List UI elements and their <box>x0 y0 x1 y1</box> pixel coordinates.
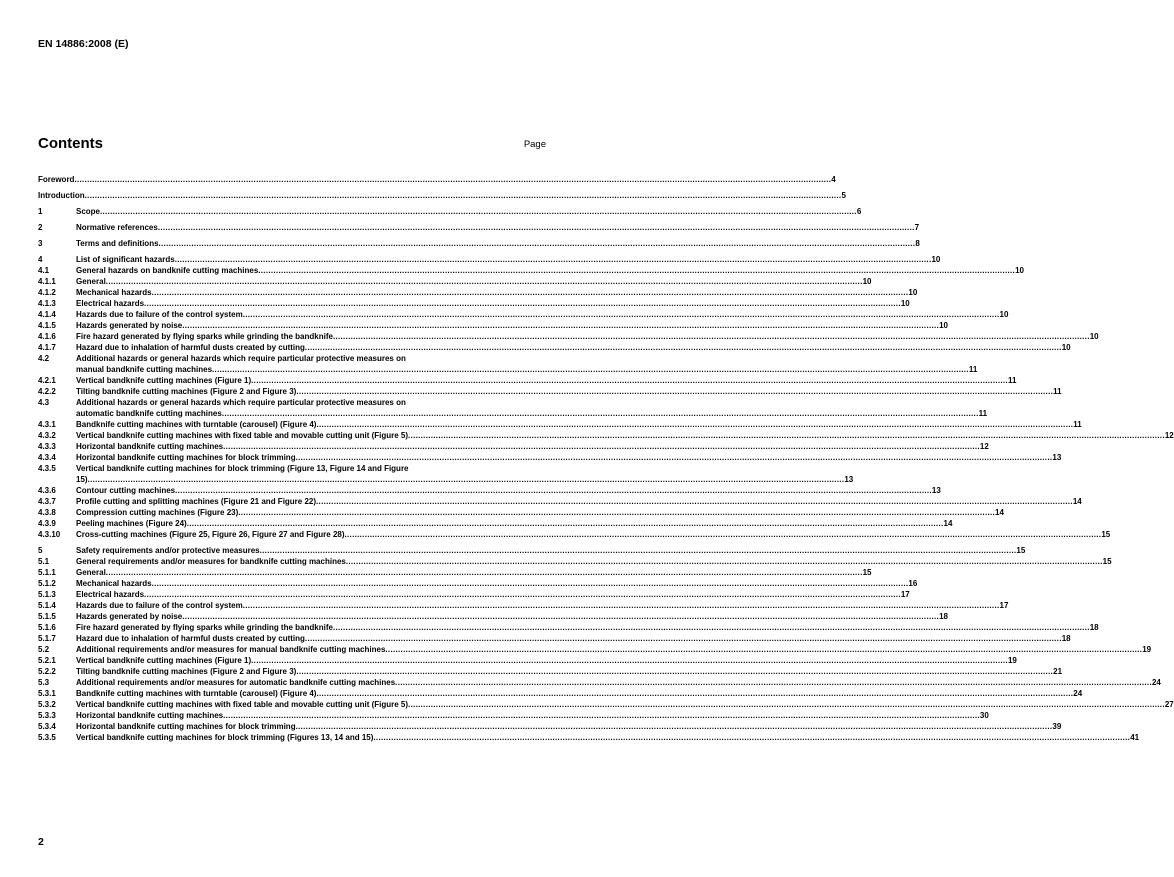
toc-leader-dots: ............................................................................................................................................................................................................................................................................................................ <box>74 175 832 184</box>
toc-entry-page: 11 <box>978 409 988 418</box>
toc-entry-number: 5.2.2 <box>38 667 56 676</box>
toc-entry <box>38 677 1161 688</box>
toc-entry-number: 5.3.1 <box>38 689 56 698</box>
toc-entry-title: Horizontal bandknife cutting machines for block trimming <box>76 722 296 731</box>
toc-leader-dots: ............................................................................................................................................................................................................................................................................................................ <box>105 568 863 577</box>
toc-entry-title: Terms and definitions <box>76 239 159 248</box>
toc-entry-title: Compression cutting machines (Figure 23) <box>76 508 239 517</box>
toc-entry-page: 15 <box>1102 557 1112 566</box>
toc-entry <box>38 174 836 185</box>
toc-leader-dots: ............................................................................................................................................................................................................................................................................................................ <box>238 508 996 517</box>
toc-entry-title: Hazard due to inhalation of harmful dusts created by cutting <box>76 634 305 643</box>
toc-entry-title: Foreword <box>38 175 75 184</box>
toc-entry-number: 4.3.2 <box>38 431 56 440</box>
toc-entry-title: Scope <box>76 207 101 216</box>
toc-entry-number: 4.3.4 <box>38 453 56 462</box>
toc-entry-page: 5 <box>841 191 846 200</box>
toc-entry <box>38 386 1062 397</box>
toc-entry <box>38 331 1099 342</box>
toc-entry-page: 21 <box>1053 667 1063 676</box>
toc-entry-number: 1 <box>38 207 43 216</box>
toc-entry <box>38 666 1063 677</box>
toc-entry-page: 10 <box>862 277 872 286</box>
toc-entry-title: Vertical bandknife cutting machines for block trimming (Figures 13, 14 and 15) <box>76 733 374 742</box>
toc-entry-number: 5.1.7 <box>38 634 56 643</box>
toc-entry <box>38 254 941 265</box>
toc-entry-number: 2 <box>38 223 43 232</box>
toc-entry-title: General <box>76 277 106 286</box>
toc-entry-title: Hazards due to failure of the control system <box>76 310 243 319</box>
toc-entry-title: Profile cutting and splitting machines (Figure 21 and Figure 22) <box>76 497 317 506</box>
toc-entry-number: 5.3.5 <box>38 733 56 742</box>
toc-leader-dots: ............................................................................................................................................................................................................................................................................................................ <box>385 645 1143 654</box>
toc-entry-page: 14 <box>995 508 1004 517</box>
contents-title: Contents <box>38 135 103 152</box>
toc-entry-number: 4.1.5 <box>38 321 56 330</box>
toc-entry <box>38 556 1112 567</box>
toc-entry-title: General requirements and/or measures for bandknife cutting machines <box>76 557 346 566</box>
toc-leader-dots: ............................................................................................................................................................................................................................................................................................................ <box>242 310 1000 319</box>
toc-entry-title: Vertical bandknife cutting machines for block trimming (Figure 13, Figure 14 and Figure <box>76 464 409 473</box>
toc-leader-dots: ............................................................................................................................................................................................................................................................................................................ <box>105 277 863 286</box>
toc-leader-dots: ............................................................................................................................................................................................................................................................................................................ <box>182 321 940 330</box>
toc-entry-number: 5.3.2 <box>38 700 56 709</box>
toc-entry-number: 4.3.9 <box>38 519 56 528</box>
toc-entry-page: 7 <box>914 223 920 232</box>
toc-entry-page: 13 <box>931 486 941 495</box>
toc-entry-page: 15 <box>1101 530 1111 539</box>
toc-entry-page: 11 <box>968 365 978 374</box>
toc-entry-page: 18 <box>939 612 948 621</box>
toc-entry-title: List of significant hazards <box>76 255 175 264</box>
toc-leader-dots: ............................................................................................................................................................................................................................................................................................................ <box>316 689 1074 698</box>
toc-entry-title: Tilting bandknife cutting machines (Figure 2 and Figure 3) <box>76 667 297 676</box>
toc-entry-number: 4 <box>38 255 43 264</box>
toc-entry <box>38 463 546 474</box>
toc-entry <box>38 688 1083 699</box>
toc-leader-dots: ............................................................................................................................................................................................................................................................................................................ <box>316 497 1073 506</box>
toc-entry-number: 5.1 <box>38 557 50 566</box>
toc-entry <box>38 578 918 589</box>
toc-entry-page: 11 <box>1073 420 1082 429</box>
toc-leader-dots: ............................................................................................................................................................................................................................................................................................................ <box>344 530 1102 539</box>
toc-entry <box>38 496 1082 507</box>
toc-leader-dots: ............................................................................................................................................................................................................................................................................................................ <box>242 601 1000 610</box>
toc-entry-title: Introduction <box>38 191 85 200</box>
toc-entry <box>38 655 1017 666</box>
toc-entry <box>38 206 862 217</box>
toc-entry-page: 16 <box>908 579 918 588</box>
toc-entry <box>38 633 1071 644</box>
toc-entry <box>38 397 546 408</box>
toc-entry <box>38 589 910 600</box>
toc-entry-title: Electrical hazards <box>76 590 145 599</box>
toc-leader-dots: ............................................................................................................................................................................................................................................................................................................ <box>182 612 940 621</box>
toc-entry <box>38 408 988 419</box>
toc-entry-page: 11 <box>1053 387 1062 396</box>
toc-entry-title: Safety requirements and/or protective measures <box>76 546 260 555</box>
toc-entry-title: Bandknife cutting machines with turntable (carousel) (Figure 4) <box>76 420 317 429</box>
toc-entry <box>38 710 989 721</box>
toc-entry-page: 10 <box>931 255 941 264</box>
toc-entry <box>38 430 1174 441</box>
toc-leader-dots: ............................................................................................................................................................................................................................................................................................................ <box>316 420 1074 429</box>
toc-leader-dots: ............................................................................................................................................................................................................................................................................................................ <box>157 223 915 232</box>
toc-entry <box>38 375 1017 386</box>
toc-leader-dots: ............................................................................................................................................................................................................................................................................................................ <box>251 376 1008 385</box>
toc-entry <box>38 287 918 298</box>
toc-entry-number: 4.2.1 <box>38 376 56 385</box>
toc-entry <box>38 721 1062 732</box>
toc-entry-number: 4.1.2 <box>38 288 56 297</box>
toc-entry <box>38 529 1111 540</box>
toc-entry-number: 4.3.5 <box>38 464 56 473</box>
toc-leader-dots: ............................................................................................................................................................................................................................................................................................................ <box>408 431 1165 440</box>
toc-entry <box>38 342 1071 353</box>
toc-entry-page: 19 <box>1007 656 1017 665</box>
toc-leader-dots: ............................................................................................................................................................................................................................................................................................................ <box>296 667 1054 676</box>
page-column-label: Page <box>523 139 546 150</box>
toc-entry <box>38 353 546 364</box>
toc-entry-page: 27 <box>1164 700 1174 709</box>
toc-entry-title: Tilting bandknife cutting machines (Figure 2 and Figure 3) <box>76 387 297 396</box>
toc-entry-page: 12 <box>1164 431 1174 440</box>
toc-entry-title: Cross-cutting machines (Figure 25, Figure 26, Figure 27 and Figure 28) <box>76 530 345 539</box>
toc-entry-title: Hazards due to failure of the control system <box>76 601 243 610</box>
toc-entry-title: Normative references <box>76 223 158 232</box>
toc-leader-dots: ............................................................................................................................................................................................................................................................................................................ <box>258 266 1016 275</box>
toc-leader-dots: ............................................................................................................................................................................................................................................................................................................ <box>212 365 969 374</box>
toc-entry-title: automatic bandknife cutting machines <box>76 409 222 418</box>
document-header: EN 14886:2008 (E) <box>38 38 129 50</box>
toc-entry-title: Vertical bandknife cutting machines (Figure 1) <box>76 656 252 665</box>
toc-entry-title: Horizontal bandknife cutting machines for block trimming <box>76 453 296 462</box>
toc-entry-page: 14 <box>943 519 953 528</box>
toc-leader-dots: ............................................................................................................................................................................................................................................................................................................ <box>408 700 1165 709</box>
toc-leader-dots: ............................................................................................................................................................................................................................................................................................................ <box>151 579 909 588</box>
toc-leader-dots: ............................................................................................................................................................................................................................................................................................................ <box>223 442 980 451</box>
toc-entry <box>38 419 1082 430</box>
toc-entry-number: 4.1.7 <box>38 343 56 352</box>
toc-leader-dots: ............................................................................................................................................................................................................................................................................................................ <box>144 590 901 599</box>
toc-entry-number: 5.1.6 <box>38 623 56 632</box>
toc-entry <box>38 507 1004 518</box>
toc-entry-title: Additional hazards or general hazards which require particular protective measures on <box>76 354 406 363</box>
toc-entry <box>38 600 1009 611</box>
toc-entry-title: Horizontal bandknife cutting machines <box>76 711 224 720</box>
toc-entry-number: 5.3 <box>38 678 50 687</box>
toc-leader-dots: ............................................................................................................................................................................................................................................................................................................ <box>373 733 1131 742</box>
toc-leader-dots: ............................................................................................................................................................................................................................................................................................................ <box>295 722 1053 731</box>
toc-entry-title: 15) <box>76 475 88 484</box>
toc-leader-dots: ............................................................................................................................................................................................................................................................................................................ <box>296 387 1054 396</box>
toc-entry-page: 41 <box>1130 733 1140 742</box>
toc-entry-number: 3 <box>38 239 43 248</box>
toc-entry <box>38 298 910 309</box>
toc-entry-page: 10 <box>1061 343 1071 352</box>
toc-entry-title: Bandknife cutting machines with turntable (carousel) (Figure 4) <box>76 689 317 698</box>
toc-entry-number: 4.3 <box>38 398 50 407</box>
toc-entry <box>38 699 1174 710</box>
toc-entry <box>38 309 1009 320</box>
toc-entry-page: 13 <box>1052 453 1062 462</box>
toc-entry <box>38 622 1099 633</box>
toc-leader-dots: ............................................................................................................................................................................................................................................................................................................ <box>221 409 979 418</box>
page-number: 2 <box>38 836 44 848</box>
toc-entry-title: General <box>76 568 106 577</box>
toc-entry-page: 18 <box>1089 623 1099 632</box>
toc-entry-page: 4 <box>831 175 836 184</box>
toc-leader-dots: ............................................................................................................................................................................................................................................................................................................ <box>175 486 932 495</box>
toc-entry <box>38 567 872 578</box>
toc-entry-number: 4.3.1 <box>38 420 56 429</box>
toc-leader-dots: ............................................................................................................................................................................................................................................................................................................ <box>304 343 1062 352</box>
toc-entry-number: 4.1.3 <box>38 299 56 308</box>
toc-entry-title: Vertical bandknife cutting machines with fixed table and movable cutting unit (Figure 5) <box>76 700 409 709</box>
toc-entry-number: 5.1.3 <box>38 590 56 599</box>
toc-entry-number: 5.3.4 <box>38 722 56 731</box>
toc-entry-number: 5.1.1 <box>38 568 56 577</box>
toc-entry-title: Mechanical hazards <box>76 288 152 297</box>
toc-entry-page: 17 <box>900 590 910 599</box>
toc-entry-title: Contour cutting machines <box>76 486 176 495</box>
toc-entry-title: Peeling machines (Figure 24) <box>76 519 187 528</box>
toc-entry-page: 15 <box>1016 546 1026 555</box>
toc-entry-page: 10 <box>999 310 1009 319</box>
toc-entry-title: manual bandknife cutting machines <box>76 365 213 374</box>
toc-entry-number: 4.2 <box>38 354 50 363</box>
toc-leader-dots: ............................................................................................................................................................................................................................................................................................................ <box>186 519 944 528</box>
toc-entry-page: 17 <box>999 601 1009 610</box>
toc-leader-dots: ............................................................................................................................................................................................................................................................................................................ <box>295 453 1053 462</box>
toc-entry <box>38 222 920 233</box>
toc-entry <box>38 364 978 375</box>
toc-entry-page: 24 <box>1151 678 1161 687</box>
toc-entry-page: 10 <box>939 321 948 330</box>
toc-entry <box>38 545 1026 556</box>
toc-entry-page: 10 <box>908 288 918 297</box>
toc-entry-page: 15 <box>862 568 872 577</box>
toc-entry-number: 4.1.4 <box>38 310 56 319</box>
toc-entry-page: 10 <box>900 299 910 308</box>
toc-entry-number: 4.3.10 <box>38 530 61 539</box>
toc-entry-number: 4.1 <box>38 266 50 275</box>
toc-entry-page: 11 <box>1007 376 1017 385</box>
toc-entry-page: 30 <box>979 711 989 720</box>
toc-entry-page: 8 <box>915 239 920 248</box>
toc-entry-number: 4.1.6 <box>38 332 56 341</box>
toc-entry-number: 5.2.1 <box>38 656 56 665</box>
toc-entry-title: Horizontal bandknife cutting machines <box>76 442 224 451</box>
toc-leader-dots: ............................................................................................................................................................................................................................................................................................................ <box>151 288 909 297</box>
toc-entry-title: Additional requirements and/or measures for manual bandknife cutting machines <box>76 645 386 654</box>
toc-entry-number: 5.1.4 <box>38 601 56 610</box>
toc-leader-dots: ............................................................................................................................................................................................................................................................................................................ <box>395 678 1152 687</box>
toc-entry <box>38 441 989 452</box>
toc-entry-title: Vertical bandknife cutting machines (Figure 1) <box>76 376 252 385</box>
toc-entry-number: 4.3.6 <box>38 486 56 495</box>
toc-leader-dots: ............................................................................................................................................................................................................................................................................................................ <box>174 255 932 264</box>
toc-entry-title: Hazard due to inhalation of harmful dusts created by cutting <box>76 343 305 352</box>
toc-entry <box>38 518 953 529</box>
toc-entry-page: 18 <box>1061 634 1071 643</box>
toc-entry-number: 5.2 <box>38 645 50 654</box>
toc-entry-page: 19 <box>1142 645 1152 654</box>
toc-entry-number: 4.2.2 <box>38 387 56 396</box>
table-of-contents <box>38 174 1174 743</box>
toc-leader-dots: ............................................................................................................................................................................................................................................................................................................ <box>100 207 857 216</box>
toc-leader-dots: ............................................................................................................................................................................................................................................................................................................ <box>251 656 1008 665</box>
toc-entry-page: 6 <box>856 207 862 216</box>
toc-entry-number: 4.1.1 <box>38 277 56 286</box>
toc-entry <box>38 265 1024 276</box>
toc-entry-number: 5.1.2 <box>38 579 56 588</box>
toc-entry-page: 12 <box>979 442 989 451</box>
toc-entry <box>38 320 948 331</box>
toc-entry-title: Additional hazards or general hazards which require particular protective measures on <box>76 398 406 407</box>
toc-leader-dots: ............................................................................................................................................................................................................................................................................................................ <box>259 546 1017 555</box>
toc-entry-number: 4.3.8 <box>38 508 56 517</box>
toc-leader-dots: ............................................................................................................................................................................................................................................................................................................ <box>158 239 916 248</box>
toc-entry-title: General hazards on bandknife cutting machines <box>76 266 259 275</box>
toc-entry <box>38 732 1140 743</box>
toc-entry <box>38 644 1152 655</box>
toc-leader-dots: ............................................................................................................................................................................................................................................................................................................ <box>332 623 1090 632</box>
toc-leader-dots: ............................................................................................................................................................................................................................................................................................................ <box>332 332 1090 341</box>
toc-leader-dots: ............................................................................................................................................................................................................................................................................................................ <box>144 299 901 308</box>
toc-entry <box>38 485 941 496</box>
toc-entry-number: 4.3.7 <box>38 497 56 506</box>
toc-entry-title: Fire hazard generated by flying sparks while grinding the bandknife <box>76 332 333 341</box>
toc-entry <box>38 276 872 287</box>
toc-entry-page: 39 <box>1052 722 1062 731</box>
toc-entry-title: Additional requirements and/or measures for automatic bandknife cutting machines <box>76 678 396 687</box>
toc-entry-number: 4.3.3 <box>38 442 56 451</box>
toc-entry <box>38 474 854 485</box>
toc-entry <box>38 190 846 201</box>
toc-entry-number: 5.1.5 <box>38 612 56 621</box>
toc-leader-dots: ............................................................................................................................................................................................................................................................................................................ <box>84 191 842 200</box>
toc-leader-dots: ............................................................................................................................................................................................................................................................................................................ <box>87 475 845 484</box>
toc-entry-title: Electrical hazards <box>76 299 145 308</box>
toc-entry-title: Hazards generated by noise <box>76 612 183 621</box>
toc-leader-dots: ............................................................................................................................................................................................................................................................................................................ <box>304 634 1062 643</box>
toc-entry-title: Mechanical hazards <box>76 579 152 588</box>
toc-entry-page: 10 <box>1015 266 1024 275</box>
toc-entry-number: 5.3.3 <box>38 711 56 720</box>
toc-entry-page: 14 <box>1072 497 1082 506</box>
toc-entry-title: Hazards generated by noise <box>76 321 183 330</box>
toc-leader-dots: ............................................................................................................................................................................................................................................................................................................ <box>345 557 1103 566</box>
toc-leader-dots: ............................................................................................................................................................................................................................................................................................................ <box>223 711 980 720</box>
toc-entry-title: Fire hazard generated by flying sparks while grinding the bandknife <box>76 623 333 632</box>
toc-entry <box>38 452 1062 463</box>
toc-entry-number: 5 <box>38 546 43 555</box>
toc-entry-title: Vertical bandknife cutting machines with fixed table and movable cutting unit (Figure 5) <box>76 431 409 440</box>
toc-entry <box>38 611 948 622</box>
toc-entry-page: 10 <box>1089 332 1099 341</box>
toc-entry <box>38 238 920 249</box>
toc-entry-page: 13 <box>844 475 854 484</box>
toc-entry-page: 24 <box>1073 689 1083 698</box>
